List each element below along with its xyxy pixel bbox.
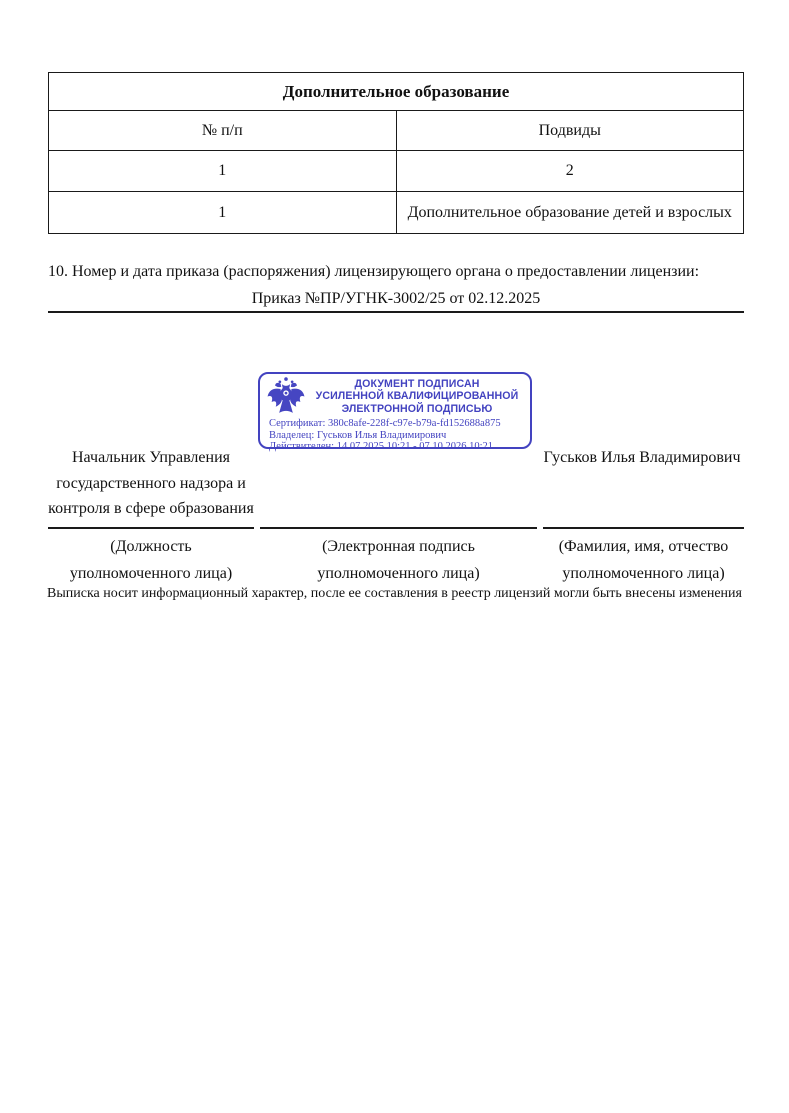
order-section-label: 10. Номер и дата приказа (распоряжения) лицензирующего органа о предоставлении лицензии: — [48, 263, 700, 280]
signature-line-position — [48, 527, 254, 529]
additional-education-table — [48, 72, 744, 234]
caption-name: (Фамилия, имя, отчество уполномоченного лица) — [558, 538, 729, 582]
header-cell-number: № п/п — [49, 111, 397, 151]
table-header-row — [49, 111, 744, 151]
stamp-title — [308, 378, 526, 415]
column-number-cell-1: 1 — [49, 151, 397, 192]
table-row — [49, 192, 744, 234]
header-cell-subtypes: Подвиды — [396, 111, 744, 151]
stamp-header — [260, 374, 530, 417]
row-subtype-cell: Дополнительное образование детей и взрослых — [396, 192, 744, 234]
column-number-cell-2: 2 — [396, 151, 744, 192]
row-number-cell: 1 — [49, 192, 397, 234]
caption-esign: (Электронная подпись уполномоченного лица) — [317, 538, 480, 582]
stamp-owner: Владелец: Гуськов Илья Владимирович — [269, 429, 447, 441]
stamp-details — [260, 417, 530, 453]
signer-position-text: Начальник Управления государственного надзора и контроля в сфере образования — [48, 449, 254, 517]
informational-note: Выписка носит информационный характер, после ее составления в реестр лицензий могли быть внесены изменения — [47, 586, 742, 601]
electronic-signature-stamp — [258, 372, 532, 453]
stamp-title-line-1: ДОКУМЕНТ ПОДПИСАН — [354, 377, 480, 390]
order-section — [48, 262, 744, 313]
table-title-row — [49, 73, 744, 111]
caption-position: (Должность уполномоченного лица) — [69, 538, 233, 582]
signature-line-esign — [260, 527, 537, 529]
double-headed-eagle-icon — [264, 376, 308, 417]
signer-name-text: Гуськов Илья Владимирович — [543, 449, 741, 466]
stamp-title-line-3: ЭЛЕКТРОННОЙ ПОДПИСЬЮ — [341, 402, 493, 415]
stamp-title-line-2: УСИЛЕННОЙ КВАЛИФИЦИРОВАННОЙ — [315, 390, 519, 403]
table-column-number-row — [49, 151, 744, 192]
table-title: Дополнительное образование — [49, 73, 744, 111]
stamp-certificate: Сертификат: 380c8afe-228f-c97e-b79a-fd152688a875 — [269, 418, 501, 429]
order-number-value: Приказ №ПР/УГНК-3002/25 от 02.12.2025 — [48, 289, 744, 313]
stamp-validity: Действителен: 14.07.2025 10:21 - 07.10.2026 10:21 — [269, 441, 494, 453]
signature-line-name — [543, 527, 744, 529]
